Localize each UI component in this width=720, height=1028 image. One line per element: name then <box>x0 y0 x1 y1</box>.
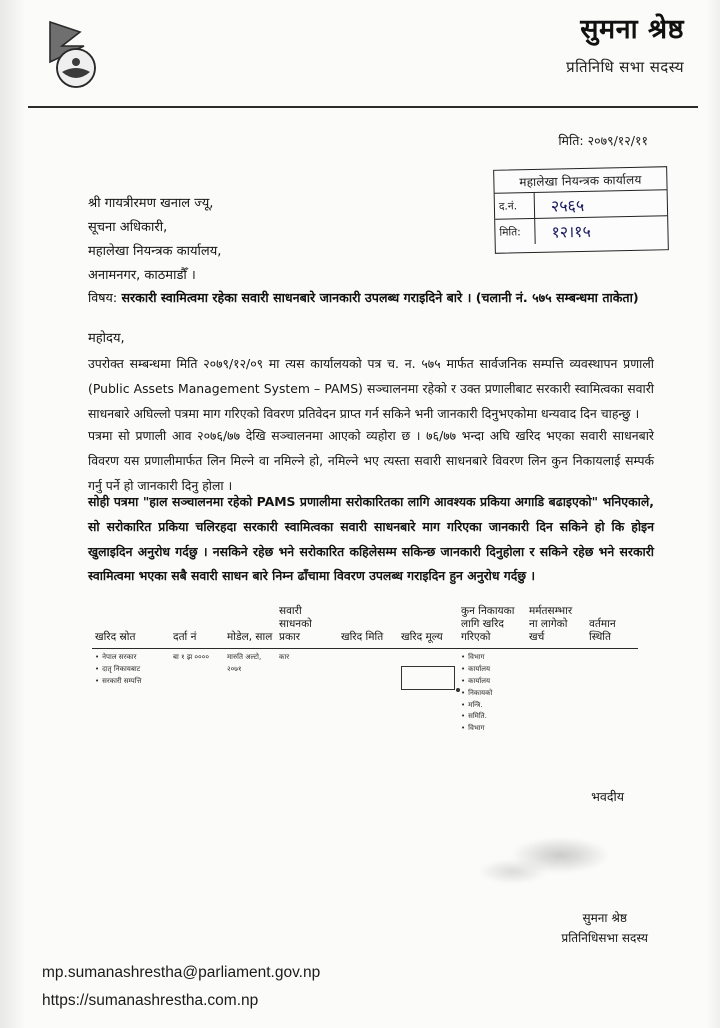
mp-identity <box>566 14 684 77</box>
nepal-flag-emblem-icon <box>40 16 112 90</box>
stamp-reg-label: द.नं. <box>495 193 536 219</box>
subject-text: सरकारी स्वामित्वमा रहेका सवारी साधनबारे जानकारी उपलब्ध गराइदिने बारे । (चलानी नं. ५७५ सम्बन्धमा ताकेता) <box>121 290 639 305</box>
letterhead <box>0 0 720 104</box>
table-cell-maintenance-cost <box>526 649 586 736</box>
price-entry-box <box>401 666 455 690</box>
header-divider <box>28 106 698 108</box>
addressee-line: महालेखा नियन्त्रक कार्यालय, <box>88 244 222 260</box>
addressee-block <box>88 192 221 288</box>
table-header-cell: खरिद स्रोत <box>92 592 170 649</box>
table-header-cell: वर्तमान स्थिति <box>586 592 638 649</box>
table-header-cell: खरिद मिति <box>338 592 398 649</box>
addressee-line: अनामनगर, काठमाडौँ । <box>88 268 196 284</box>
table-cell-purchase-date <box>338 649 398 736</box>
table-header-cell: मोडेल, साल <box>224 592 276 649</box>
table-cell-purchase-price <box>398 649 458 736</box>
table-cell-source <box>92 649 170 736</box>
table-header-cell: खरिद मूल्य <box>398 592 458 649</box>
agency-option: • विभाग <box>461 723 523 735</box>
table-header-cell: मर्मतसम्भार ना लागेको खर्च <box>526 592 586 649</box>
table-header-row <box>92 592 638 649</box>
table-cell-type: कार <box>279 653 290 661</box>
table-header-cell: सवारी साधनको प्रकार <box>276 592 338 649</box>
mp-role: प्रतिनिधि सभा सदस्य <box>566 58 684 77</box>
body-paragraph-2: पत्रमा सो प्रणाली आव २०७६/७७ देखि सञ्चालनमा आएको व्यहोरा छ । ७६/७७ भन्दा अघि खरिद भएका सवारी साधनबारे विवरण यस प्रणालीमार्फत लिन मिल्ने वा नमिल्ने हो, नमिल्ने भए त्यस्ता सवारी साधनबारे विवरण लिन कुन निकायलाई सम्पर्क गर्नु पर्ने हो जानकारी दिनु होला । <box>88 428 654 493</box>
table-cell-model: मारुति अल्टो, २०७१ <box>227 653 262 673</box>
table-cell-current-status <box>586 649 638 736</box>
body-paragraph-3: सोही पत्रमा "हाल सञ्चालनमा रहेको PAMS प्रणालीमा सरोकारितका लागि आवश्यक प्रकिया अगाडि बढाइएको" भनिएकाले, सो सरोकारित प्रकिया चलिरहदा सरकारी स्वामित्वका सवारी साधनबारे माग गरिएका जानकारी दिन सकिने हो कि होइन खुलाइदिन अनुरोध गर्दछु । नसकिने रहेछ भने सरोकारित कहिलेसम्म सकिन्छ जानकारी दिनुहोला र सकिने रहेछ भने सरकारी स्वामित्वमा भएका सबै सवारी साधन बारे निम्न ढाँचामा विवरण उपलब्ध गराइदिन हुन अनुरोध गर्दछु । <box>88 494 654 584</box>
body-paragraph-1: उपरोक्त सम्बन्धमा मिति २०७९/१२/०९ मा त्यस कार्यालयको पत्र च. न. ५७५ मार्फत सार्वजनिक सम्पत्ति व्यवस्थापन प्रणाली (Public Assets Management System – PAMS) सञ्चालनमा रहेको र उक्त प्रणालीबाट सरकारी स्वामित्वका सवारी साधनबारे अघिल्लो पत्रमा माग गरिएको विवरण प्रतिवेदन प्राप्त गर्न सकिने भनी जानकारी दिनुभएकोमा धन्यवाद दिन चाहन्छु । <box>88 356 654 421</box>
stamp-row <box>495 190 668 220</box>
footer-contact <box>42 959 320 1016</box>
stamp-date-value: १२।१५ <box>551 221 591 242</box>
source-option: • नेपाल सरकार <box>95 652 167 664</box>
table-cell-regno: बा १ झ ०००० <box>173 653 209 661</box>
signer-title: प्रतिनिधिसभा सदस्य <box>561 931 648 946</box>
office-stamp <box>493 166 669 254</box>
stamp-date-label: मिति: <box>495 219 536 245</box>
agency-option: • कार्यालय <box>461 676 523 688</box>
table-header-cell: कुन निकायका लागि खरिद गरिएको <box>458 592 526 649</box>
closing-yours: भवदीय <box>591 789 624 804</box>
agency-option: • मन्त्रि. <box>461 700 523 712</box>
letter-date: मिति: २०७९/१२/११ <box>558 133 648 148</box>
stamp-row <box>495 216 667 245</box>
source-option: • सरकारी सम्पत्ति <box>95 676 167 688</box>
addressee-line: श्री गायत्रीरमण खनाल ज्यू, <box>88 196 214 211</box>
footer-email[interactable]: mp.sumanashrestha@parliament.gov.np <box>42 963 321 981</box>
agency-option: • निकायको <box>461 688 523 700</box>
handwritten-signature <box>456 812 646 908</box>
stamp-office-name: महालेखा नियन्त्रक कार्यालय <box>494 167 666 194</box>
subject-label: विषय: <box>88 290 118 305</box>
vehicle-details-table <box>92 592 632 752</box>
table-row <box>92 649 638 736</box>
table-cell-agency <box>458 649 526 736</box>
table-header-cell: दर्ता नं <box>170 592 224 649</box>
source-option: • दातृ निकायबाट <box>95 664 167 676</box>
subject-line <box>88 288 654 309</box>
signer-name: सुमना श्रेष्ठ <box>582 911 627 925</box>
agency-option: • समिति. <box>461 711 523 723</box>
agency-option: • विभाग <box>461 652 523 664</box>
agency-option: • कार्यालय <box>461 664 523 676</box>
stamp-reg-value: २५६५ <box>550 195 585 216</box>
mp-name: सुमना श्रेष्ठ <box>580 14 684 45</box>
salutation: महोदय, <box>88 331 125 346</box>
footer-website[interactable]: https://sumanashrestha.com.np <box>42 992 259 1010</box>
signature-block <box>561 908 648 949</box>
addressee-line: सूचना अधिकारी, <box>88 220 168 236</box>
